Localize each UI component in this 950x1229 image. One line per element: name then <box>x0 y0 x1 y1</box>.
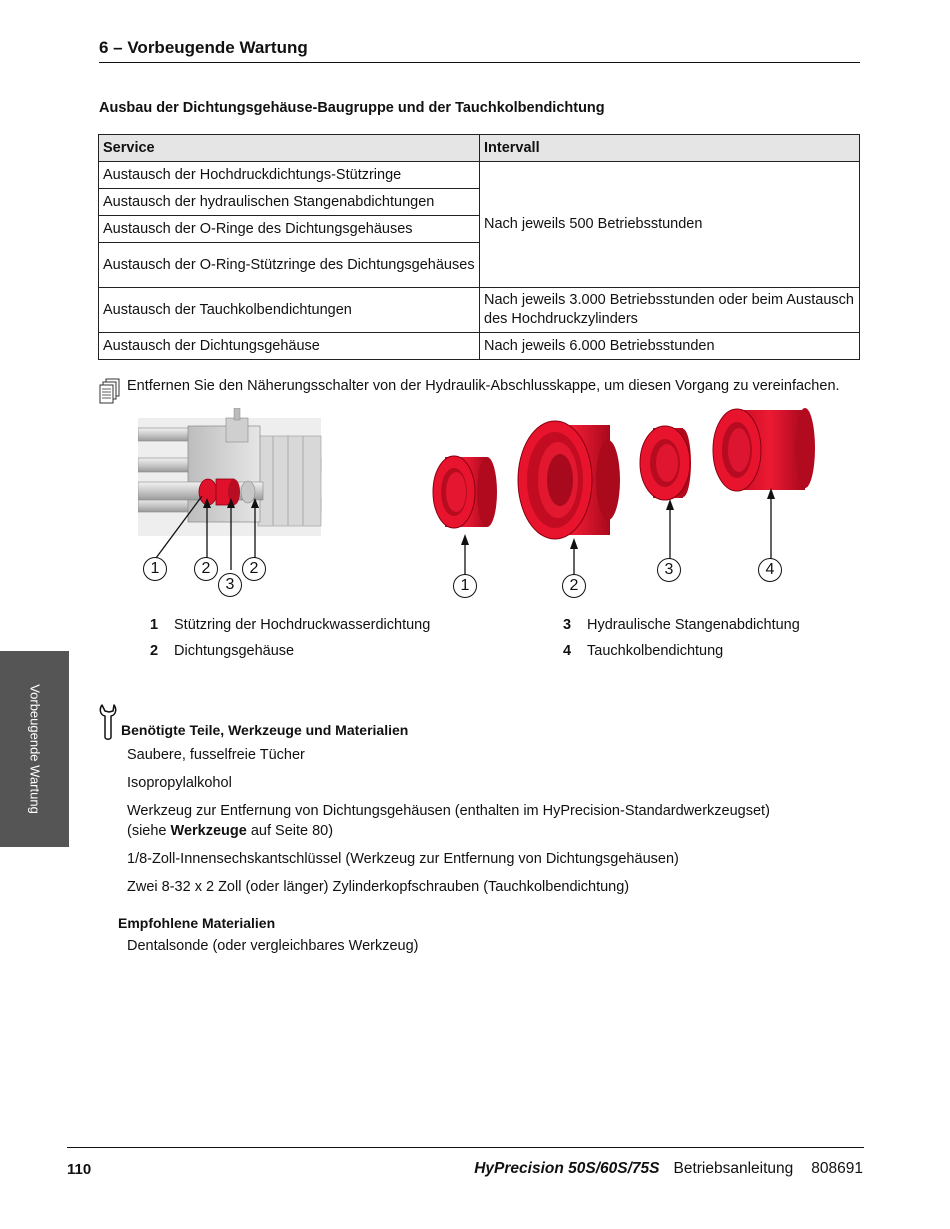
table-row <box>99 162 860 189</box>
legend-label: Dichtungsgehäuse <box>174 643 295 659</box>
table-cell-service: Austausch der O-Ring-Stützringe des Dichtungsgehäuses <box>99 243 480 288</box>
table-cell-service: Austausch der Hochdruckdichtungs-Stützringe <box>99 162 480 189</box>
assembly-leader-lines <box>138 470 278 570</box>
list-item: Isopropylalkohol <box>127 775 232 791</box>
page-number: 110 <box>67 1161 92 1178</box>
reference-prefix: (siehe <box>127 823 171 839</box>
legend-label: Hydraulische Stangenabdichtung <box>587 617 800 633</box>
table-cell-interval: Nach jeweils 500 Betriebsstunden <box>480 162 860 288</box>
table-cell-service: Austausch der hydraulischen Stangenabdichtungen <box>99 189 480 216</box>
header-rule <box>99 62 860 63</box>
list-item: Werkzeug zur Entfernung von Dichtungsgehäusen (enthalten im HyPrecision-Standardwerkzeugset) <box>127 803 770 819</box>
footer-rule <box>67 1147 864 1148</box>
reference-suffix: auf Seite 80) <box>246 823 334 839</box>
callout-assembly-2b: 2 <box>242 557 266 581</box>
table-header-row <box>99 135 860 162</box>
side-tab <box>0 651 69 847</box>
column-header-interval: Intervall <box>480 135 860 162</box>
note-text: Entfernen Sie den Näherungsschalter von der Hydraulik-Abschlusskappe, um diesen Vorgang zu vereinfachen. <box>127 378 840 394</box>
table-cell-service: Austausch der O-Ringe des Dichtungsgehäuses <box>99 216 480 243</box>
reference-link-werkzeuge[interactable]: Werkzeuge <box>170 823 247 839</box>
table-cell-service: Austausch der Tauchkolbendichtungen <box>99 288 480 333</box>
side-tab-label: Vorbeugende Wartung <box>27 684 42 814</box>
footer-product: HyPrecision 50S/60S/75S <box>474 1160 660 1177</box>
callout-part-3: 3 <box>657 558 681 582</box>
table-row <box>99 288 860 333</box>
service-interval-table <box>98 134 860 360</box>
chapter-heading: 6 – Vorbeugende Wartung <box>99 38 308 57</box>
callout-assembly-3: 3 <box>218 573 242 597</box>
list-item: Dentalsonde (oder vergleichbares Werkzeug) <box>127 938 419 954</box>
notes-icon <box>99 378 121 406</box>
callout-part-1: 1 <box>453 574 477 598</box>
callout-assembly-2: 2 <box>194 557 218 581</box>
legend-label: Stützring der Hochdruckwasserdichtung <box>174 617 431 633</box>
required-parts-title: Benötigte Teile, Werkzeuge und Materialien <box>121 722 409 738</box>
legend-label: Tauchkolbendichtung <box>587 643 724 659</box>
wrench-icon <box>99 703 117 741</box>
footer-info <box>474 1160 863 1178</box>
table-cell-interval: Nach jeweils 3.000 Betriebsstunden oder beim Austausch des Hochdruckzylinders <box>480 288 860 333</box>
list-item: Saubere, fusselfreie Tücher <box>127 747 305 763</box>
legend-number: 2 <box>150 643 159 659</box>
table-row <box>99 333 860 360</box>
column-header-service: Service <box>99 135 480 162</box>
table-cell-service: Austausch der Dichtungsgehäuse <box>99 333 480 360</box>
callout-part-2: 2 <box>562 574 586 598</box>
table-cell-interval: Nach jeweils 6.000 Betriebsstunden <box>480 333 860 360</box>
section-title: Ausbau der Dichtungsgehäuse-Baugruppe und der Tauchkolbendichtung <box>99 100 605 116</box>
legend-number: 4 <box>563 643 572 659</box>
footer-doc-type: Betriebsanleitung <box>673 1160 794 1177</box>
callout-part-4: 4 <box>758 558 782 582</box>
list-item: 1/8-Zoll-Innensechskantschlüssel (Werkzeug zur Entfernung von Dichtungsgehäusen) <box>127 851 679 867</box>
list-item-reference <box>127 821 333 841</box>
footer-doc-number: 808691 <box>811 1160 863 1177</box>
callout-assembly-1: 1 <box>143 557 167 581</box>
list-item: Zwei 8-32 x 2 Zoll (oder länger) Zylinderkopfschrauben (Tauchkolbendichtung) <box>127 879 630 895</box>
legend-number: 3 <box>563 617 572 633</box>
recommended-materials-title: Empfohlene Materialien <box>118 915 276 931</box>
legend-number: 1 <box>150 617 159 633</box>
